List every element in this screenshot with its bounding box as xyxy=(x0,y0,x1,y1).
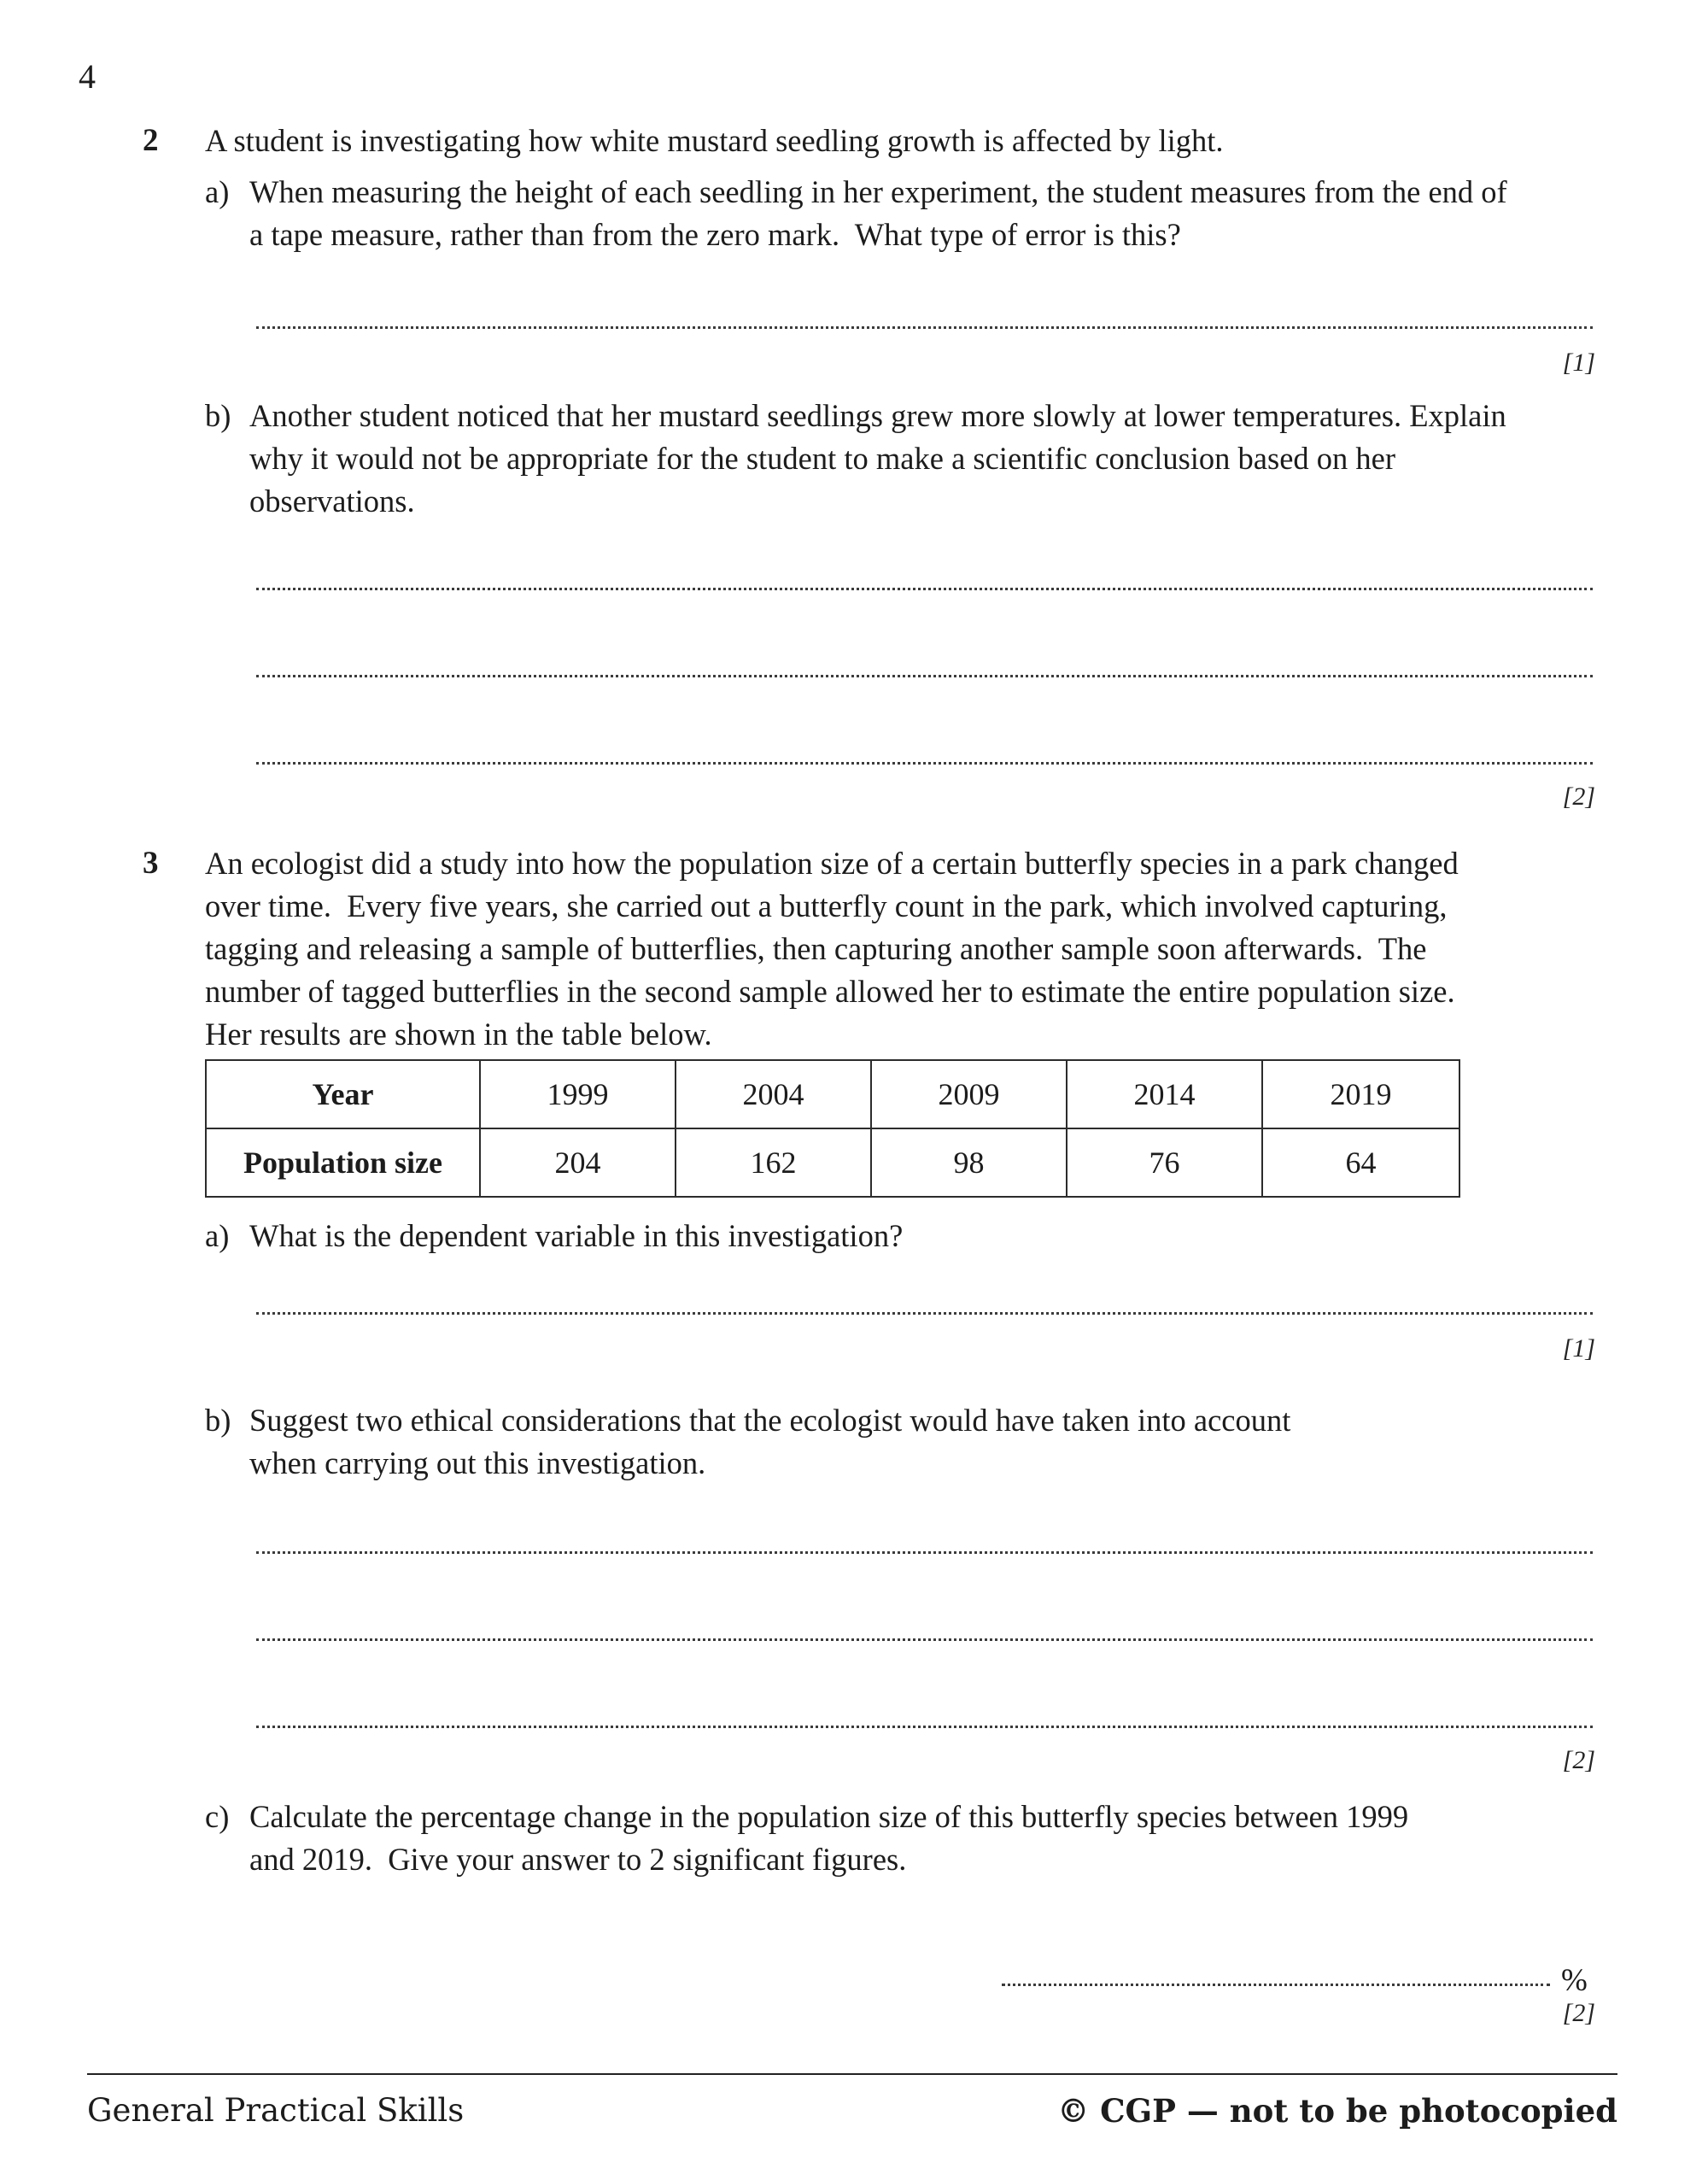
question-3a-marks: [1] xyxy=(1562,1334,1595,1362)
year-cell: 2009 xyxy=(871,1060,1067,1128)
table-row-population xyxy=(206,1128,1459,1197)
question-2-number: 2 xyxy=(143,123,159,158)
year-cell: 1999 xyxy=(480,1060,676,1128)
question-3a-text: What is the dependent variable in this investigation? xyxy=(249,1218,904,1253)
answer-line[interactable] xyxy=(256,675,1593,677)
question-3c-label: c) xyxy=(205,1799,230,1834)
percent-unit: % xyxy=(1561,1963,1588,1998)
answer-line[interactable] xyxy=(1002,1984,1550,1986)
year-header-cell: Year xyxy=(206,1060,480,1128)
footer-section-title: General Practical Skills xyxy=(87,2092,465,2129)
question-3b-text: Suggest two ethical considerations that the ecologist would have taken into account when carrying out this investigation. xyxy=(249,1403,1299,1480)
answer-line[interactable] xyxy=(256,1638,1593,1641)
population-cell: 76 xyxy=(1067,1128,1262,1197)
footer-copyright: © CGP — not to be photocopied xyxy=(1057,2092,1617,2130)
results-table xyxy=(205,1059,1460,1198)
answer-line[interactable] xyxy=(256,326,1593,329)
answer-line[interactable] xyxy=(256,588,1593,590)
question-3-number: 3 xyxy=(143,846,159,881)
population-cell: 64 xyxy=(1262,1128,1459,1197)
answer-line[interactable] xyxy=(256,762,1593,765)
question-3a-label: a) xyxy=(205,1218,230,1253)
question-2b-marks: [2] xyxy=(1562,782,1595,811)
question-3c-marks: [2] xyxy=(1562,1999,1595,2027)
answer-line[interactable] xyxy=(256,1312,1593,1315)
question-3-intro: An ecologist did a study into how the population size of a certain butterfly species in a park changed over time. Every five years, she carried out a butterfly count in the park, which involved capturing, tagging and releasing a sample of butterflies, then capturing another sample soon afterwards. The number of tagged butterflies in the second sample allowed her to estimate the entire population size. Her results are shown in the table below. xyxy=(205,846,1471,1052)
question-3b-label: b) xyxy=(205,1403,231,1438)
question-2a-marks: [1] xyxy=(1562,349,1595,377)
question-2a-text: When measuring the height of each seedling in her experiment, the student measures from the end of a tape measure, rather than from the zero mark. What type of error is this? xyxy=(249,174,1515,252)
year-cell: 2019 xyxy=(1262,1060,1459,1128)
table-row-years xyxy=(206,1060,1459,1128)
answer-line[interactable] xyxy=(256,1551,1593,1554)
question-3c-text: Calculate the percentage change in the population size of this butterfly species between 1999 and 2019. Give your answer to 2 significant figures. xyxy=(249,1799,1417,1877)
population-header-cell: Population size xyxy=(206,1128,480,1197)
answer-line[interactable] xyxy=(256,1726,1593,1728)
question-2a-label: a) xyxy=(205,174,230,209)
question-2b-text: Another student noticed that her mustard seedlings grew more slowly at lower temperatures. Explain why it would not be appropriate for the student to make a scientific conclusion based on her observations. xyxy=(249,398,1514,519)
population-cell: 204 xyxy=(480,1128,676,1197)
year-cell: 2014 xyxy=(1067,1060,1262,1128)
population-cell: 98 xyxy=(871,1128,1067,1197)
question-2b-label: b) xyxy=(205,398,231,433)
question-3b-marks: [2] xyxy=(1562,1746,1595,1774)
population-cell: 162 xyxy=(676,1128,871,1197)
question-2-intro: A student is investigating how white mustard seedling growth is affected by light. xyxy=(205,123,1224,158)
year-cell: 2004 xyxy=(676,1060,871,1128)
footer-divider xyxy=(87,2073,1617,2075)
page-number: 4 xyxy=(79,57,96,96)
